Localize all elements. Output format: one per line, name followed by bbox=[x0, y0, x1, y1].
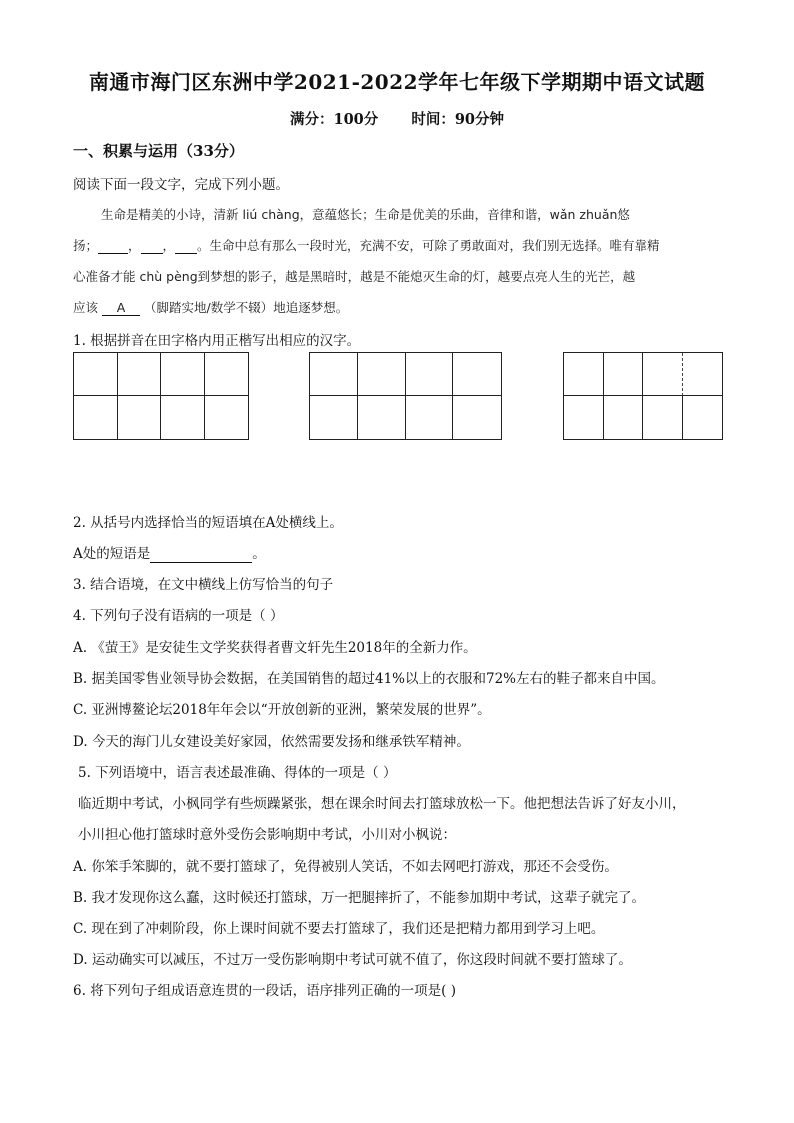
grid-cell[interactable] bbox=[453, 353, 501, 396]
exam-title: 南通市海门区东洲中学2021-2022学年七年级下学期期中语文试题 bbox=[88, 70, 706, 94]
blank-a[interactable]: A bbox=[102, 300, 140, 316]
grid-cell[interactable] bbox=[406, 396, 454, 439]
writing-grid-1[interactable] bbox=[73, 352, 249, 440]
blank-3[interactable] bbox=[175, 238, 197, 254]
grid-cell[interactable] bbox=[564, 353, 604, 396]
q5-option-d: D. 运动确实可以减压，不过万一受伤影响期中考试可就不值了，你这段时间就不要打篮球了。 bbox=[73, 952, 632, 968]
grid-cell[interactable] bbox=[358, 396, 406, 439]
section-instruction: 阅读下面一段文字，完成下列小题。 bbox=[73, 177, 289, 193]
grid-cell[interactable] bbox=[74, 353, 118, 396]
passage-line-2 bbox=[73, 236, 723, 254]
answer-blank[interactable] bbox=[150, 546, 252, 563]
grid-cell[interactable] bbox=[310, 353, 358, 396]
passage-text: 扬； bbox=[73, 238, 99, 253]
grid-cell[interactable] bbox=[683, 353, 723, 396]
passage-line-1: 生命是精美的小诗，清新 liú chàng，意蕴悠长；生命是优美的乐曲，音律和谐，wǎn zhuǎn悠 bbox=[101, 207, 630, 222]
grid-cell[interactable] bbox=[453, 396, 501, 439]
q5-option-c: C. 现在到了冲刺阶段，你上课时间就不要去打篮球了，我们还是把精力都用到学习上吧。 bbox=[73, 921, 605, 937]
grid-cell[interactable] bbox=[564, 396, 604, 439]
blank-2[interactable] bbox=[141, 238, 163, 254]
grid-cell[interactable] bbox=[310, 396, 358, 439]
passage-text: 应该 bbox=[73, 300, 99, 315]
grid-cell[interactable] bbox=[643, 353, 683, 396]
grid-cell[interactable] bbox=[643, 396, 683, 439]
answer-prefix: A处的短语是 bbox=[73, 546, 151, 562]
question-2-answer bbox=[73, 542, 266, 563]
q5-option-b: B. 我才发现你这么蠢，这时候还打篮球，万一把腿摔折了，不能参加期中考试，这辈子就完了。 bbox=[73, 890, 646, 906]
grid-cell[interactable] bbox=[118, 353, 162, 396]
blank-1[interactable] bbox=[98, 238, 128, 254]
answer-suffix: 。 bbox=[252, 546, 266, 562]
grid-cell[interactable] bbox=[358, 353, 406, 396]
grid-cell[interactable] bbox=[74, 396, 118, 439]
grid-cell[interactable] bbox=[205, 396, 249, 439]
question-6: 6. 将下列句子组成语意连贯的一段话，语序排列正确的一项是( ) bbox=[73, 983, 456, 999]
passage-line-4 bbox=[73, 298, 723, 316]
grid-cell[interactable] bbox=[161, 396, 205, 439]
writing-grid-3[interactable] bbox=[563, 352, 723, 440]
q5-context-line-2: 小川担心他打篮球时意外受伤会影响期中考试，小川对小枫说： bbox=[78, 827, 456, 843]
question-4: 4. 下列句子没有语病的一项是（ ） bbox=[73, 608, 284, 624]
q4-option-b: B. 据美国零售业领导协会数据，在美国销售的超过41%以上的衣服和72%左右的鞋子都来自中国。 bbox=[73, 671, 665, 687]
q5-context-line-1: 临近期中考试，小枫同学有些烦躁紧张，想在课余时间去打篮球放松一下。他把想法告诉了好友小川， bbox=[78, 796, 686, 812]
grid-cell[interactable] bbox=[604, 353, 644, 396]
passage-text: ， bbox=[128, 238, 141, 253]
full-score: 满分：100分 bbox=[289, 111, 379, 128]
grid-cell[interactable] bbox=[205, 353, 249, 396]
q4-option-a: A. 《萤王》是安徒生文学奖获得者曹文轩先生2018年的全新力作。 bbox=[73, 640, 477, 656]
question-3: 3. 结合语境，在文中横线上仿写恰当的句子 bbox=[73, 577, 334, 593]
q5-option-a: A. 你笨手笨脚的，就不要打篮球了，免得被别人笑话，不如去网吧打游戏，那还不会受伤。 bbox=[73, 859, 618, 875]
grid-cell[interactable] bbox=[161, 353, 205, 396]
passage-line-3: 心准备才能 chù pèng到梦想的影子，越是黑暗时，越是不能熄灭生命的灯，越要点亮人生的光芒，越 bbox=[73, 269, 636, 284]
question-2: 2. 从括号内选择恰当的短语填在A处横线上。 bbox=[73, 515, 343, 531]
exam-info bbox=[0, 108, 794, 129]
writing-grid-2[interactable] bbox=[309, 352, 502, 440]
grid-cell[interactable] bbox=[683, 396, 723, 439]
q4-option-c: C. 亚洲博鳌论坛2018年年会以“开放创新的亚洲，繁荣发展的世界”。 bbox=[73, 702, 491, 718]
exam-time: 时间：90分钟 bbox=[411, 111, 505, 128]
q4-option-d: D. 今天的海门儿女建设美好家园，依然需要发扬和继承铁军精神。 bbox=[73, 734, 470, 750]
passage-text: ， bbox=[162, 238, 176, 253]
section-heading: 一、积累与运用（33分） bbox=[73, 142, 244, 160]
grid-cell[interactable] bbox=[406, 353, 454, 396]
passage-text: （脚踏实地/数学不辍）地追逐梦想。 bbox=[144, 300, 349, 315]
passage-text: 。生命中总有那么一段时光，充满不安，可除了勇敢面对，我们别无选择。唯有靠精 bbox=[197, 238, 660, 253]
question-1: 1. 根据拼音在田字格内用正楷写出相应的汉字。 bbox=[73, 333, 361, 349]
question-5: 5. 下列语境中，语言表述最准确、得体的一项是（ ） bbox=[78, 765, 397, 781]
grid-cell[interactable] bbox=[118, 396, 162, 439]
grid-cell[interactable] bbox=[604, 396, 644, 439]
